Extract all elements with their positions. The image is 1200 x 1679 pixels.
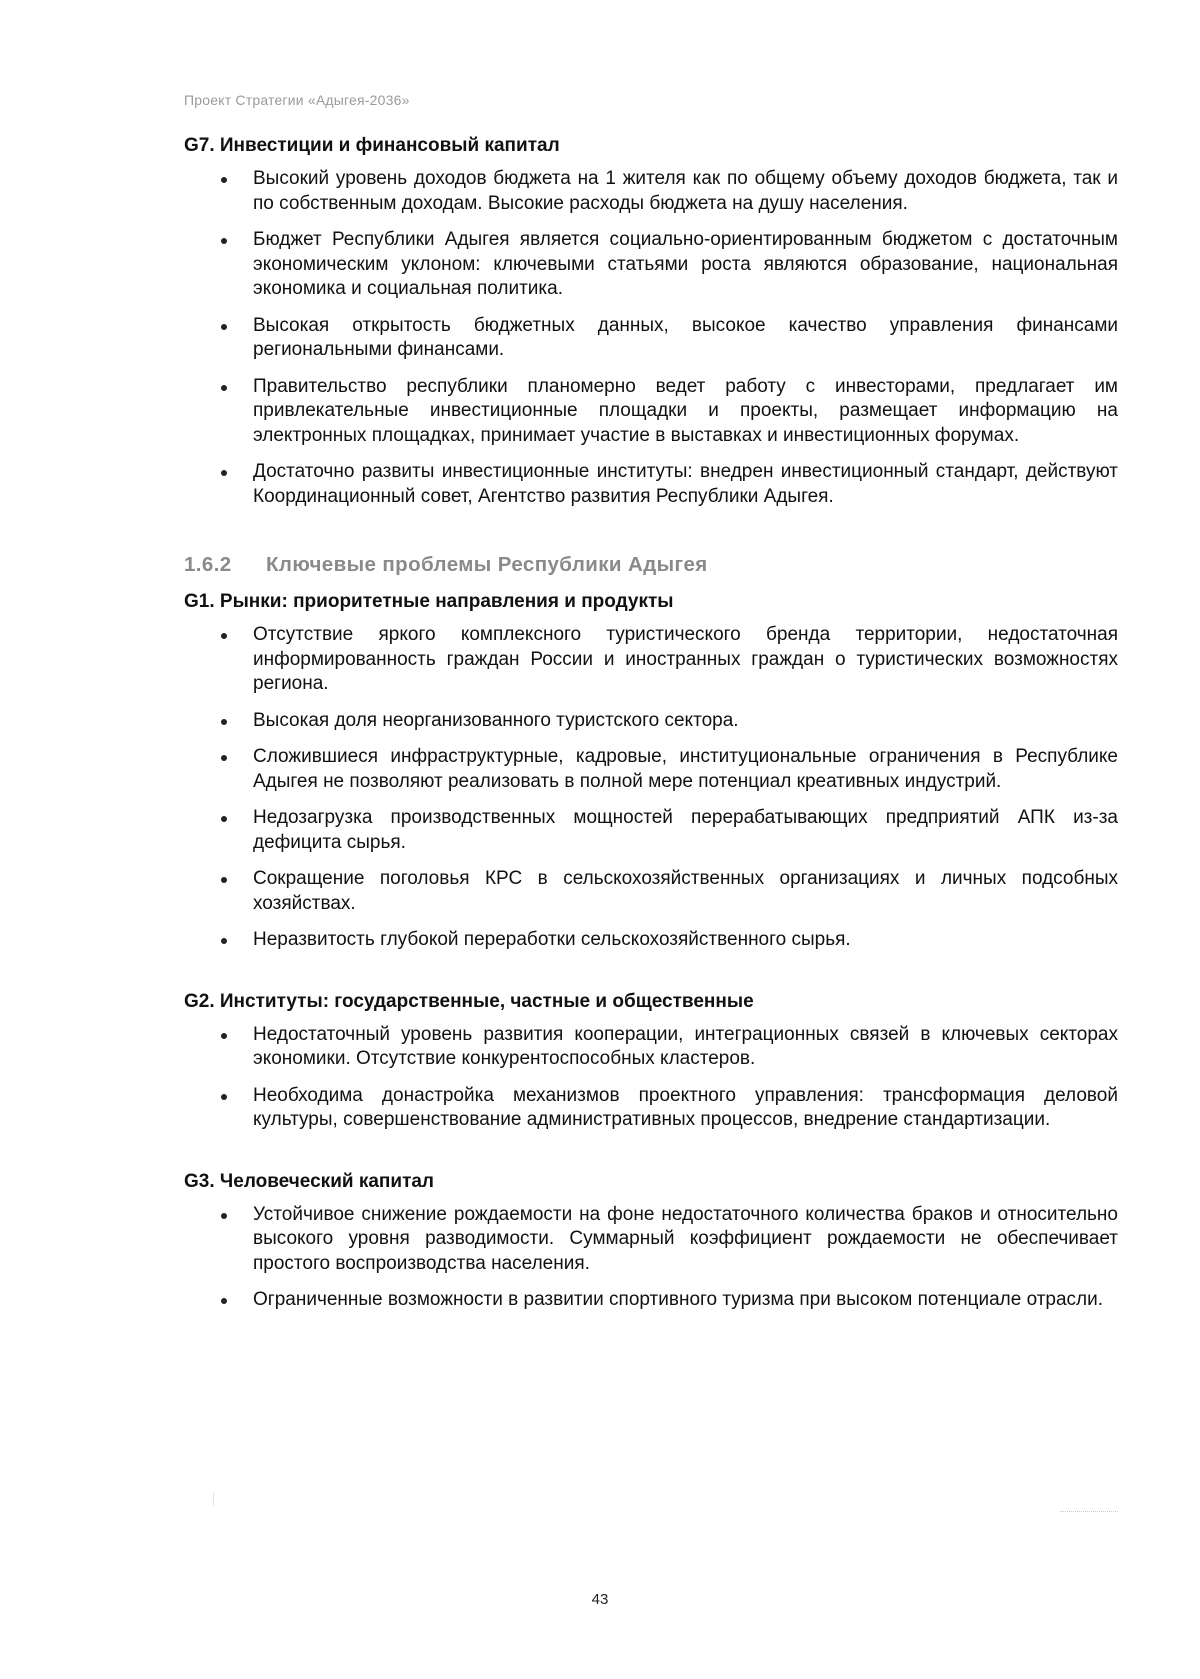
bullet-icon [221, 385, 227, 391]
bullet-icon [221, 719, 227, 725]
section-g1 [184, 589, 1118, 953]
list-item-text: Недозагрузка производственных мощностей перерабатывающих предприятий АПК из-за дефицита сырья. [253, 807, 1118, 853]
list-item-text: Необходима донастройка механизмов проектного управления: трансформация деловой культуры, совершенствование административных процессов, внедрение стандартизации. [253, 1084, 1118, 1130]
list-item-text: Ограниченные возможности в развитии спортивного туризма при высоком потенциале отрасли. [253, 1289, 1104, 1310]
list-item [184, 928, 1118, 953]
list-item-text: Высокий уровень доходов бюджета на 1 жителя как по общему объему доходов бюджета, так и по собственным доходам. Высокие расходы бюджета на душу населения. [253, 168, 1118, 214]
bullet-icon [221, 1033, 227, 1039]
list-item-text: Отсутствие яркого комплексного туристического бренда территории, недостаточная информированность граждан России и иностранных граждан о туристических возможностях региона. [253, 624, 1118, 694]
list-item [184, 1203, 1118, 1277]
list-item-text: Сокращение поголовья КРС в сельскохозяйственных организациях и личных подсобных хозяйствах. [253, 868, 1118, 914]
bullet-list-g3 [184, 1203, 1118, 1313]
bullet-icon [221, 877, 227, 883]
bullet-icon [221, 633, 227, 639]
page-content [184, 133, 1118, 1325]
bullet-icon [221, 1094, 227, 1100]
bullet-icon [221, 1213, 227, 1219]
list-item [184, 1023, 1118, 1072]
bullet-icon [221, 324, 227, 330]
section-g7 [184, 133, 1118, 509]
list-item-text: Достаточно развиты инвестиционные институты: внедрен инвестиционный стандарт, действуют Координационный совет, Агентство развития Республики Адыгея. [253, 461, 1118, 507]
list-item-text: Высокая доля неорганизованного туристского сектора. [253, 709, 739, 731]
bullet-icon [221, 177, 227, 183]
section-heading-g1: G1. Рынки: приоритетные направления и продукты [184, 591, 674, 612]
list-item [184, 709, 1118, 734]
list-item [184, 314, 1118, 363]
bullet-list-g1 [184, 623, 1118, 953]
list-item [184, 867, 1118, 916]
list-item [184, 167, 1118, 216]
bullet-icon [221, 755, 227, 761]
list-item-text: Бюджет Республики Адыгея является социально-ориентированным бюджетом с достаточным экономическим уклоном: ключевыми статьями роста являются образование, национальная экономика и социальная политика. [253, 229, 1118, 299]
bullet-icon [221, 816, 227, 822]
section-g2 [184, 989, 1118, 1133]
list-item [184, 623, 1118, 697]
list-item-text: Недостаточный уровень развития кооперации, интеграционных связей в ключевых секторах экономики. Отсутствие конкурентоспособных кластеров. [253, 1023, 1118, 1069]
running-header: Проект Стратегии «Адыгея-2036» [184, 92, 410, 108]
subsection-title [184, 551, 1118, 579]
list-item-text: Неразвитость глубокой переработки сельскохозяйственного сырья. [253, 929, 851, 950]
scan-artifact [213, 1492, 214, 1506]
list-item-text: Устойчивое снижение рождаемости на фоне недостаточного количества браков и относительно высокого уровня разводимости. Суммарный коэффициент рождаемости не обеспечивает простого воспроизводства населения. [253, 1203, 1118, 1274]
list-item [184, 228, 1118, 302]
bullet-list-g2 [184, 1023, 1118, 1133]
bullet-icon [221, 1298, 227, 1304]
section-g3 [184, 1169, 1118, 1313]
list-item-text: Высокая открытость бюджетных данных, высокое качество управления финансами региональными финансами. [253, 314, 1118, 360]
bullet-list-g7 [184, 167, 1118, 509]
bullet-icon [221, 470, 227, 476]
list-item-text: Сложившиеся инфраструктурные, кадровые, институциональные ограничения в Республике Адыгея не позволяют реализовать в полной мере потенциал креативных индустрий. [253, 746, 1118, 792]
subsection-title-text: Ключевые проблемы Республики Адыгея [266, 553, 708, 576]
bullet-icon [221, 938, 227, 944]
list-item [184, 375, 1118, 449]
bullet-icon [221, 238, 227, 244]
list-item [184, 1084, 1118, 1133]
list-item [184, 745, 1118, 794]
list-item [184, 806, 1118, 855]
section-heading-g2: G2. Институты: государственные, частные и общественные [184, 990, 754, 1012]
scan-artifact [1060, 1511, 1118, 1513]
list-item [184, 460, 1118, 509]
page-number: 43 [591, 1591, 609, 1608]
section-heading-g7: G7. Инвестиции и финансовый капитал [184, 135, 560, 156]
section-heading-g3: G3. Человеческий капитал [184, 1170, 435, 1192]
list-item [184, 1288, 1118, 1313]
subsection-number: 1.6.2 [184, 553, 232, 576]
list-item-text: Правительство республики планомерно ведет работу с инвесторами, предлагает им привлекательные инвестиционные площадки и проекты, размещает информацию на электронных площадках, принимает участие в выставках и инвестиционных форумах. [253, 375, 1118, 446]
